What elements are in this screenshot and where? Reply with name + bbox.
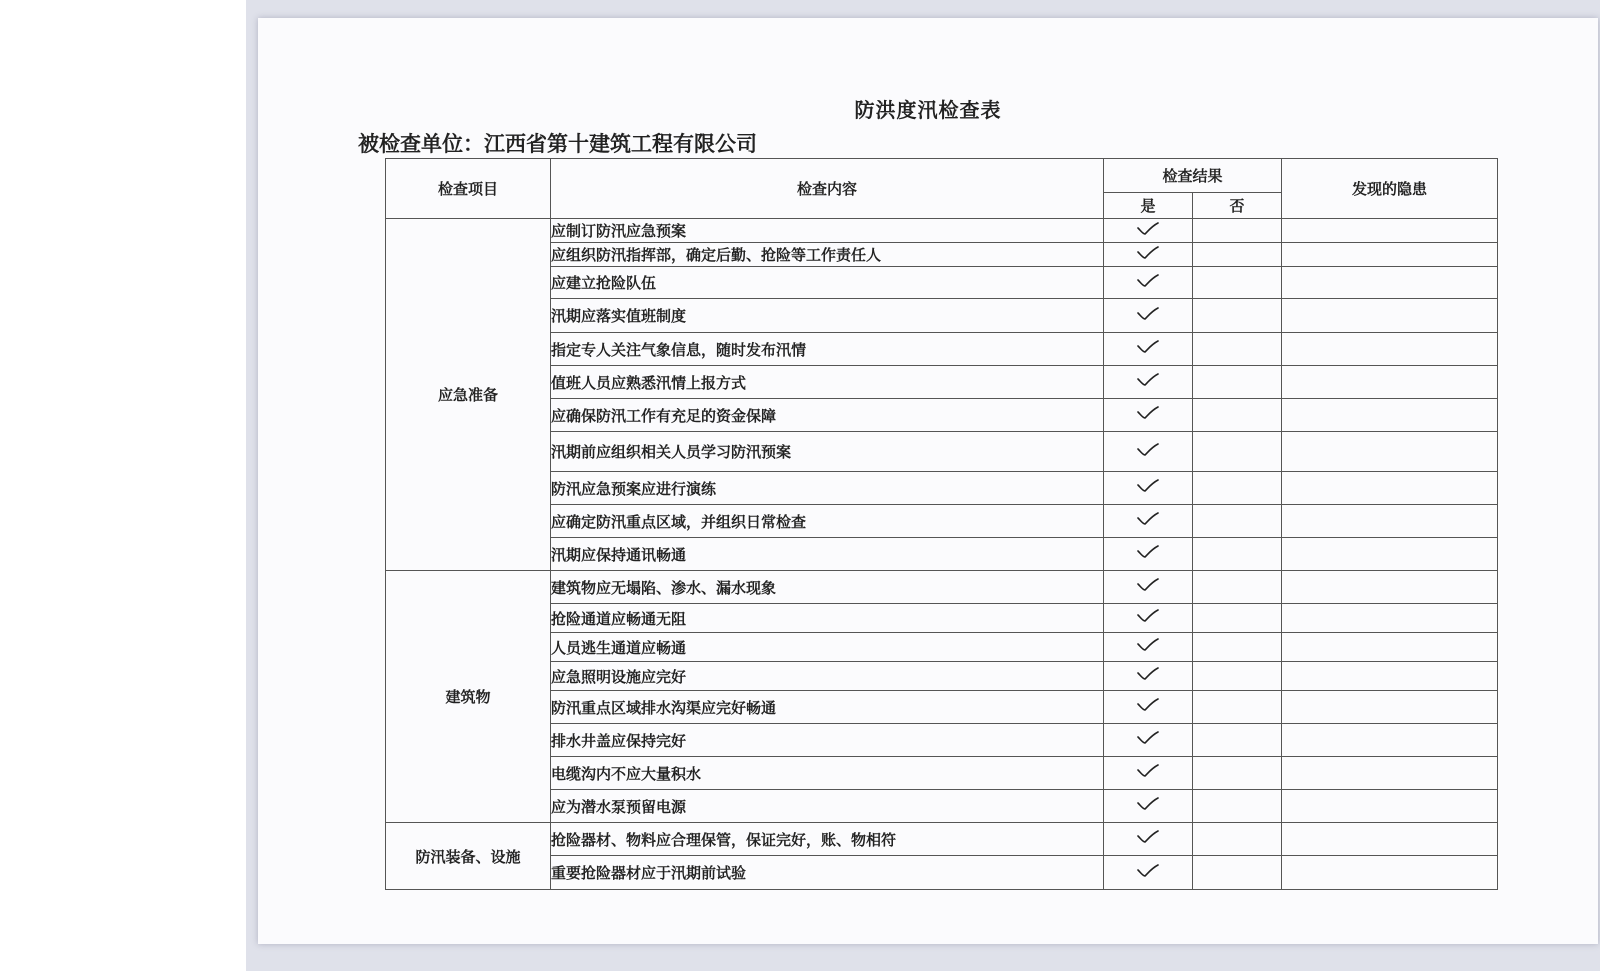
check-mark-icon: [1137, 667, 1159, 681]
hazard-cell: [1282, 604, 1498, 633]
inspected-unit: [358, 128, 757, 158]
no-cell: [1193, 790, 1282, 823]
no-cell: [1193, 691, 1282, 724]
no-cell: [1193, 823, 1282, 856]
no-cell: [1193, 856, 1282, 890]
check-mark-icon: [1137, 830, 1159, 844]
content-cell: 电缆沟内不应大量积水: [551, 757, 1104, 790]
no-cell: [1193, 399, 1282, 432]
check-mark-icon: [1137, 307, 1159, 321]
no-cell: [1193, 633, 1282, 662]
document-title: 防洪度汛检查表: [854, 98, 1002, 122]
content-cell: 排水井盖应保持完好: [551, 724, 1104, 757]
hazard-cell: [1282, 757, 1498, 790]
hazard-cell: [1282, 571, 1498, 604]
no-cell: [1193, 299, 1282, 333]
no-cell: [1193, 538, 1282, 571]
yes-cell: [1104, 267, 1193, 299]
check-mark-icon: [1137, 373, 1159, 387]
table-row: [386, 399, 1498, 432]
table-row: [386, 604, 1498, 633]
yes-cell: [1104, 505, 1193, 538]
yes-cell: [1104, 691, 1193, 724]
table-row: [386, 505, 1498, 538]
yes-cell: [1104, 823, 1193, 856]
yes-cell: [1104, 399, 1193, 432]
content-cell: 值班人员应熟悉汛情上报方式: [551, 366, 1104, 399]
yes-cell: [1104, 724, 1193, 757]
hazard-cell: [1282, 662, 1498, 691]
hazard-cell: [1282, 505, 1498, 538]
category-cell: 应急准备: [386, 219, 551, 571]
yes-cell: [1104, 790, 1193, 823]
inspection-table: [385, 158, 1498, 890]
content-cell: 汛期应落实值班制度: [551, 299, 1104, 333]
content-cell: 应组织防汛指挥部，确定后勤、抢险等工作责任人: [551, 243, 1104, 267]
content-cell: 应急照明设施应完好: [551, 662, 1104, 691]
check-mark-icon: [1137, 545, 1159, 559]
no-cell: [1193, 724, 1282, 757]
no-cell: [1193, 267, 1282, 299]
table-row: [386, 691, 1498, 724]
check-mark-icon: [1137, 797, 1159, 811]
header-yes: 是: [1104, 193, 1193, 219]
table-row: [386, 538, 1498, 571]
no-cell: [1193, 662, 1282, 691]
hazard-cell: [1282, 219, 1498, 243]
yes-cell: [1104, 333, 1193, 366]
no-cell: [1193, 757, 1282, 790]
content-cell: 应确定防汛重点区域，并组织日常检查: [551, 505, 1104, 538]
check-mark-icon: [1137, 340, 1159, 354]
no-cell: [1193, 432, 1282, 472]
table-row: [386, 571, 1498, 604]
hazard-cell: [1282, 299, 1498, 333]
content-cell: 人员逃生通道应畅通: [551, 633, 1104, 662]
content-cell: 抢险通道应畅通无阻: [551, 604, 1104, 633]
document-page: [258, 18, 1598, 944]
check-mark-icon: [1137, 443, 1159, 457]
category-cell: 防汛装备、设施: [386, 823, 551, 890]
hazard-cell: [1282, 432, 1498, 472]
header-result: 检查结果: [1104, 159, 1282, 193]
hazard-cell: [1282, 790, 1498, 823]
no-cell: [1193, 243, 1282, 267]
hazard-cell: [1282, 538, 1498, 571]
content-cell: 防汛重点区域排水沟渠应完好畅通: [551, 691, 1104, 724]
table-body: [386, 219, 1498, 890]
table-row: [386, 432, 1498, 472]
hazard-cell: [1282, 472, 1498, 505]
table-row: [386, 219, 1498, 243]
check-mark-icon: [1137, 512, 1159, 526]
no-cell: [1193, 571, 1282, 604]
check-mark-icon: [1137, 274, 1159, 288]
check-mark-icon: [1137, 638, 1159, 652]
hazard-cell: [1282, 724, 1498, 757]
table-row: [386, 472, 1498, 505]
content-cell: 防汛应急预案应进行演练: [551, 472, 1104, 505]
check-mark-icon: [1137, 578, 1159, 592]
table-row: [386, 267, 1498, 299]
check-mark-icon: [1137, 698, 1159, 712]
inspected-unit-label: 被检查单位：: [358, 131, 484, 156]
content-cell: 抢险器材、物料应合理保管，保证完好，账、物相符: [551, 823, 1104, 856]
yes-cell: [1104, 432, 1193, 472]
yes-cell: [1104, 299, 1193, 333]
table-row: [386, 333, 1498, 366]
content-cell: 建筑物应无塌陷、渗水、漏水现象: [551, 571, 1104, 604]
table-row: [386, 299, 1498, 333]
no-cell: [1193, 333, 1282, 366]
yes-cell: [1104, 604, 1193, 633]
content-cell: 应为潜水泵预留电源: [551, 790, 1104, 823]
check-mark-icon: [1137, 222, 1159, 236]
table-row: [386, 724, 1498, 757]
yes-cell: [1104, 366, 1193, 399]
content-cell: 指定专人关注气象信息，随时发布汛情: [551, 333, 1104, 366]
yes-cell: [1104, 243, 1193, 267]
yes-cell: [1104, 856, 1193, 890]
header-hazard: 发现的隐患: [1282, 159, 1498, 219]
header-no: 否: [1193, 193, 1282, 219]
no-cell: [1193, 604, 1282, 633]
table-row: [386, 856, 1498, 890]
check-mark-icon: [1137, 609, 1159, 623]
inspected-unit-name: 江西省第十建筑工程有限公司: [484, 131, 757, 156]
no-cell: [1193, 366, 1282, 399]
content-cell: 汛期应保持通讯畅通: [551, 538, 1104, 571]
yes-cell: [1104, 219, 1193, 243]
header-item: 检查项目: [386, 159, 551, 219]
header-content: 检查内容: [551, 159, 1104, 219]
hazard-cell: [1282, 243, 1498, 267]
check-mark-icon: [1137, 479, 1159, 493]
no-cell: [1193, 219, 1282, 243]
no-cell: [1193, 505, 1282, 538]
hazard-cell: [1282, 633, 1498, 662]
check-mark-icon: [1137, 406, 1159, 420]
no-cell: [1193, 472, 1282, 505]
content-cell: 应制订防汛应急预案: [551, 219, 1104, 243]
content-cell: 应确保防汛工作有充足的资金保障: [551, 399, 1104, 432]
category-cell: 建筑物: [386, 571, 551, 823]
hazard-cell: [1282, 267, 1498, 299]
check-mark-icon: [1137, 764, 1159, 778]
content-cell: 应建立抢险队伍: [551, 267, 1104, 299]
hazard-cell: [1282, 333, 1498, 366]
hazard-cell: [1282, 399, 1498, 432]
table-row: [386, 823, 1498, 856]
yes-cell: [1104, 662, 1193, 691]
table-row: [386, 662, 1498, 691]
table-row: [386, 790, 1498, 823]
hazard-cell: [1282, 691, 1498, 724]
check-mark-icon: [1137, 731, 1159, 745]
content-cell: 汛期前应组织相关人员学习防汛预案: [551, 432, 1104, 472]
yes-cell: [1104, 633, 1193, 662]
check-mark-icon: [1137, 246, 1159, 260]
table-row: [386, 633, 1498, 662]
yes-cell: [1104, 538, 1193, 571]
table-row: [386, 757, 1498, 790]
hazard-cell: [1282, 856, 1498, 890]
hazard-cell: [1282, 366, 1498, 399]
hazard-cell: [1282, 823, 1498, 856]
yes-cell: [1104, 472, 1193, 505]
yes-cell: [1104, 571, 1193, 604]
check-mark-icon: [1137, 864, 1159, 878]
table-row: [386, 366, 1498, 399]
content-cell: 重要抢险器材应于汛期前试验: [551, 856, 1104, 890]
table-row: [386, 243, 1498, 267]
yes-cell: [1104, 757, 1193, 790]
